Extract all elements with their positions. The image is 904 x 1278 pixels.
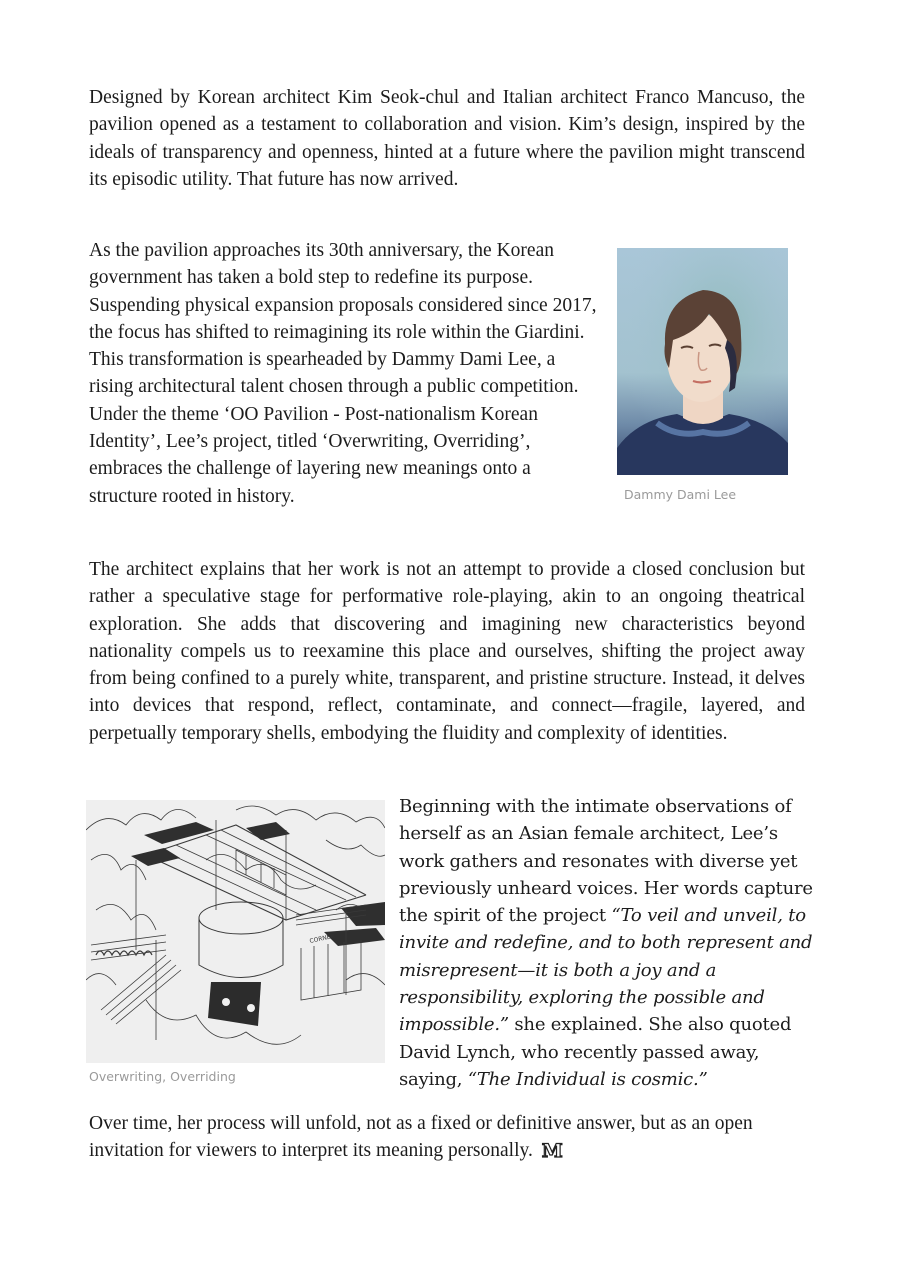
portrait-icon xyxy=(617,248,788,475)
paragraph-observations xyxy=(399,793,815,1093)
paragraph-architect-explains: The architect explains that her work is not an attempt to provide a closed conclusion but rather a speculative stage for performative role-playing, akin to an ongoing theatrical exploration. She adds that discovering and imagining new characteristics beyond nationality compels us to reexamine this place and ourselves, shifting the project away from being confined to a purely white, transparent, and pristine structure. Instead, it delves into devices that respond, reflect, contaminate, and connect—fragile, layered, and perpetually temporary shells, embodying the fluidity and complexity of identities. xyxy=(89,559,805,744)
paragraph-anniversary: As the pavilion approaches its 30th anniversary, the Korean government has taken a bold step to redefine its purpose. Suspending physical expansion proposals considered since 2017, the focus has shifted to reimagining its role within the Giardini. This transformation is spearheaded by Dammy Dami Lee, a rising architectural talent chosen through a public competition. Under the theme ‘OO Pavilion - Post-nationalism Korean Identity’, Lee’s project, titled ‘Overwriting, Overriding’, embraces the challenge of layering new meanings onto a structure rooted in history. xyxy=(89,240,597,507)
portrait-photo xyxy=(617,248,788,475)
building-drawing-icon xyxy=(86,800,385,1063)
axonometric-drawing xyxy=(86,800,385,1063)
portrait-caption: Dammy Dami Lee xyxy=(624,487,737,502)
paragraph-intro: Designed by Korean architect Kim Seok-chul and Italian architect Franco Mancuso, the pavilion opened as a testament to collaboration and vision. Kim’s design, inspired by the ideals of transparency and openness, hinted at a future where the pavilion might transcend its episodic utility. That future has now arrived. xyxy=(89,87,805,190)
project-quote: “To veil and unveil, to invite and redefine, and to both represent and misrepresent—it is both a joy and a responsibility, exploring the possible and impossible.” xyxy=(399,905,813,1036)
drawing-caption: Overwriting, Overriding xyxy=(89,1069,236,1084)
observations-intro-text: Beginning with the intimate observations of herself as an Asian female architect, Lee’s work gathers and resonates with diverse yet previously unheard voices. Her words capture the spirit of the project xyxy=(399,796,813,927)
drawing-sign-text: CORNER xyxy=(308,932,336,945)
paragraph-closing xyxy=(89,1110,805,1166)
closing-text: Over time, her process will unfold, not as a fixed or definitive answer, but as an open invitation for viewers to interpret its meaning personally. xyxy=(89,1113,753,1162)
end-mark-icon: M xyxy=(541,1140,563,1163)
lynch-quote: “The Individual is cosmic.” xyxy=(467,1068,708,1090)
observations-middle-text: she explained. She also quoted David Lynch, who recently passed away, saying, xyxy=(399,1014,792,1090)
